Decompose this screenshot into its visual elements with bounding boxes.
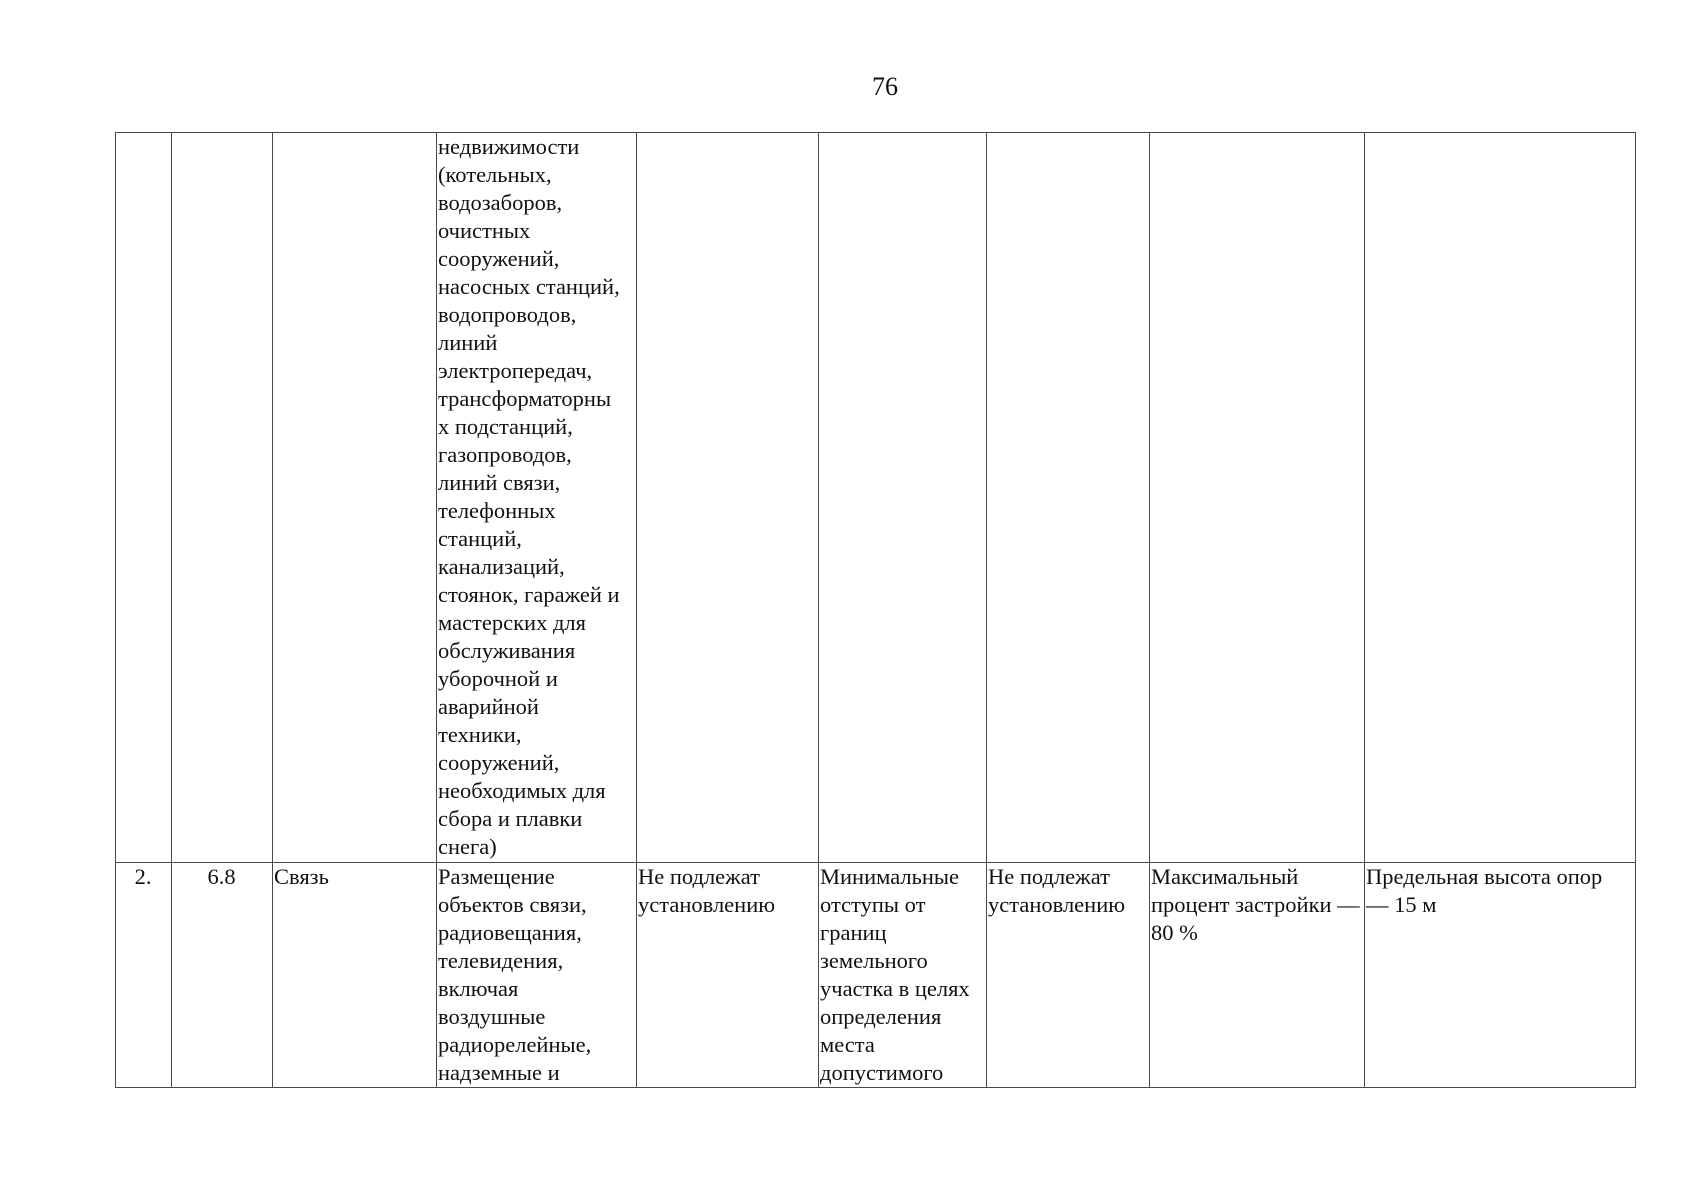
row-col6-cell: Минимальные отступы от границ земельного участка в целях определения места допустимого [819,863,987,1088]
regulations-table [115,132,1636,1088]
row-description-cell: недвижимости (котельных, водозаборов, очистных сооружений, насосных станций, водопроводов, линий электропередач, трансформаторны х подстанций, газопроводов, линий связи, телефонных станций, канализаций, стоянок, гаражей и мастерских для обслуживания уборочной и аварийной техники, сооружений, необходимых для сбора и плавки снега) [437,133,637,863]
row-col9-cell: Предельная высота опор — 15 м [1365,863,1636,1088]
row-col7-cell: Не подлежат установлению [987,863,1150,1088]
row-number-cell [116,133,172,863]
row-description-cell: Размещение объектов связи, радиовещания, телевидения, включая воздушные радиорелейные, надземные и [437,863,637,1088]
row-name-cell [273,133,437,863]
table-row [116,863,1636,1088]
row-col5-cell: Не подлежат установлению [637,863,819,1088]
page-number: 76 [872,72,898,101]
row-code-cell: 6.8 [172,863,273,1088]
row-col6-cell [819,133,987,863]
row-col8-cell: Максимальный процент застройки — 80 % [1150,863,1365,1088]
table-row [116,133,1636,863]
row-col8-cell [1150,133,1365,863]
row-col7-cell [987,133,1150,863]
row-code-cell [172,133,273,863]
row-name-cell: Связь [273,863,437,1088]
row-number-cell: 2. [116,863,172,1088]
row-col9-cell [1365,133,1636,863]
row-col5-cell [637,133,819,863]
